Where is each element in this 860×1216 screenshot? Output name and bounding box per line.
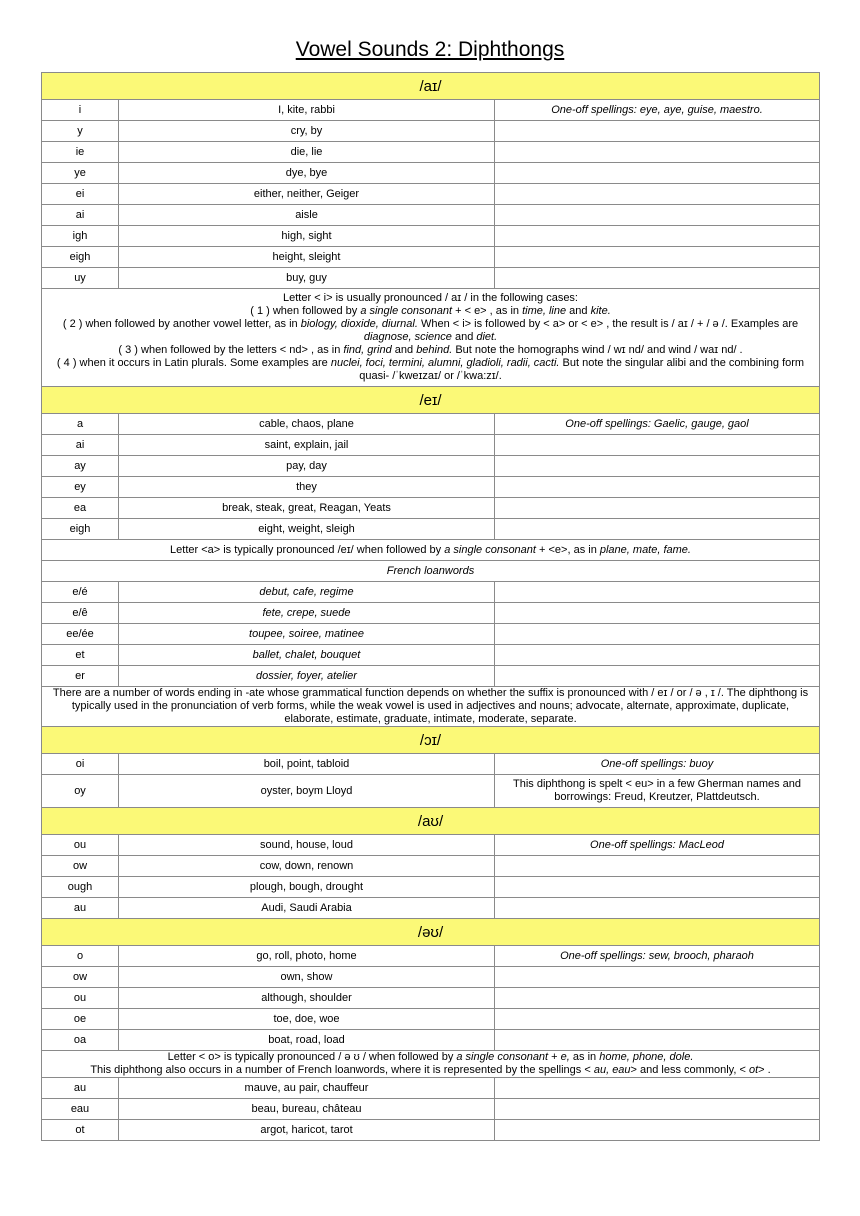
examples-cell: buy, guy — [119, 268, 495, 289]
table-row — [42, 877, 820, 898]
note-line: Letter < i> is usually pronounced / aɪ / in the following cases: — [283, 292, 578, 304]
section-header-oi — [42, 727, 820, 754]
note-cell — [495, 163, 820, 184]
examples-cell: I, kite, rabbi — [119, 100, 495, 121]
table-row — [42, 1120, 820, 1141]
table-row — [42, 666, 820, 687]
table-row — [42, 184, 820, 205]
examples-cell: they — [119, 477, 495, 498]
note-row-ou — [42, 1051, 820, 1078]
section-header: /əʊ/ — [42, 919, 820, 946]
table-row — [42, 519, 820, 540]
note-cell — [495, 645, 820, 666]
section-header: /ɔɪ/ — [42, 727, 820, 754]
section-header-ei — [42, 387, 820, 414]
examples-cell: cow, down, renown — [119, 856, 495, 877]
examples-cell: sound, house, loud — [119, 835, 495, 856]
table-row — [42, 856, 820, 877]
table-row — [42, 100, 820, 121]
spelling-cell: et — [42, 645, 119, 666]
table-row — [42, 1009, 820, 1030]
note-line: ( 2 ) when followed by another vowel letter, as in biology, dioxide, diurnal. When < i> is followed by < a> or < e> , the result is / aɪ / + / ə /. Examples are diagnose, science and diet. — [62, 318, 799, 343]
table-row — [42, 435, 820, 456]
note-cell — [495, 967, 820, 988]
spelling-cell: ye — [42, 163, 119, 184]
note-line: ( 4 ) when it occurs in Latin plurals. Some examples are nuclei, foci, termini, alumni, gladioli, radii, cacti. But note the singular alibi and the combining form quasi- /ˈkweɪzaɪ/ or /ˈkwa:zɪ/. — [56, 357, 805, 382]
examples-cell: debut, cafe, regime — [119, 582, 495, 603]
note-cell — [495, 519, 820, 540]
note-cell — [495, 1030, 820, 1051]
spelling-cell: igh — [42, 226, 119, 247]
note-cell — [495, 456, 820, 477]
examples-cell: plough, bough, drought — [119, 877, 495, 898]
table-row — [42, 498, 820, 519]
spelling-cell: ou — [42, 835, 119, 856]
note-line: Letter < o> is typically pronounced / ə ʊ / when followed by a single consonant + e, as in home, phone, dole. — [167, 1051, 694, 1063]
note-cell — [495, 205, 820, 226]
spelling-cell: oe — [42, 1009, 119, 1030]
note-cell — [495, 898, 820, 919]
spelling-cell: ow — [42, 856, 119, 877]
note-cell — [495, 666, 820, 687]
spelling-cell: uy — [42, 268, 119, 289]
examples-cell: toupee, soiree, matinee — [119, 624, 495, 645]
spelling-cell: e/é — [42, 582, 119, 603]
usage-note — [42, 289, 820, 387]
spelling-cell: ee/ée — [42, 624, 119, 645]
examples-cell: height, sleight — [119, 247, 495, 268]
note-cell: One-off spellings: Gaelic, gauge, gaol — [495, 414, 820, 435]
table-row — [42, 142, 820, 163]
table-row — [42, 1099, 820, 1120]
section-header-au — [42, 808, 820, 835]
examples-cell: although, shoulder — [119, 988, 495, 1009]
examples-cell: cry, by — [119, 121, 495, 142]
spelling-cell: ot — [42, 1120, 119, 1141]
spelling-cell: e/ê — [42, 603, 119, 624]
note-cell — [495, 247, 820, 268]
note-cell — [495, 142, 820, 163]
examples-cell: toe, doe, woe — [119, 1009, 495, 1030]
examples-cell: own, show — [119, 967, 495, 988]
examples-cell: die, lie — [119, 142, 495, 163]
table-row — [42, 603, 820, 624]
spelling-cell: eigh — [42, 519, 119, 540]
table-row — [42, 582, 820, 603]
table-row — [42, 988, 820, 1009]
spelling-cell: a — [42, 414, 119, 435]
note-line: ( 3 ) when followed by the letters < nd> , as in find, grind and behind. But note the homographs wind / wɪ nd/ and wind / waɪ nd/ . — [118, 344, 743, 356]
spelling-cell: er — [42, 666, 119, 687]
spelling-cell: oy — [42, 775, 119, 808]
table-row — [42, 456, 820, 477]
note-cell — [495, 226, 820, 247]
french-loanwords-label: French loanwords — [42, 561, 820, 582]
spelling-cell: oa — [42, 1030, 119, 1051]
table-row — [42, 414, 820, 435]
section-header: /eɪ/ — [42, 387, 820, 414]
note-cell: One-off spellings: buoy — [495, 754, 820, 775]
note-row-ei — [42, 687, 820, 727]
table-row — [42, 268, 820, 289]
spelling-cell: oi — [42, 754, 119, 775]
spelling-cell: ow — [42, 967, 119, 988]
examples-cell: eight, weight, sleigh — [119, 519, 495, 540]
spelling-cell: ough — [42, 877, 119, 898]
table-row — [42, 775, 820, 808]
note-cell — [495, 582, 820, 603]
table-row — [42, 226, 820, 247]
note-line: This diphthong also occurs in a number of French loanwords, where it is represented by the spellings < au, eau> and less commonly, < ot> . — [90, 1064, 771, 1076]
note-row-ai — [42, 289, 820, 387]
note-cell — [495, 624, 820, 645]
note-cell: One-off spellings: sew, brooch, pharaoh — [495, 946, 820, 967]
examples-cell: dye, bye — [119, 163, 495, 184]
section-header-ai — [42, 73, 820, 100]
table-row — [42, 477, 820, 498]
examples-cell: Audi, Saudi Arabia — [119, 898, 495, 919]
note-cell — [495, 603, 820, 624]
ate-note: There are a number of words ending in -ate whose grammatical function depends on whether the suffix is pronounced with / eɪ / or / ə , ɪ /. The diphthong is typically used in the pronunciation of verb forms, while the weak vowel is used in adjectives and nouns; advocate, alternate, approximate, duplicate, elaborate, estimate, graduate, intimate, moderate, separate. — [42, 687, 820, 727]
examples-cell: ballet, chalet, bouquet — [119, 645, 495, 666]
note-cell — [495, 498, 820, 519]
spelling-cell: eigh — [42, 247, 119, 268]
examples-cell: fete, crepe, suede — [119, 603, 495, 624]
page-title: Vowel Sounds 2: Diphthongs — [295, 38, 565, 61]
note-cell — [495, 1009, 820, 1030]
note-cell: One-off spellings: eye, aye, guise, maestro. — [495, 100, 820, 121]
spelling-cell: au — [42, 898, 119, 919]
section-header: /aʊ/ — [42, 808, 820, 835]
spelling-cell: o — [42, 946, 119, 967]
examples-cell: either, neither, Geiger — [119, 184, 495, 205]
table-row — [42, 1030, 820, 1051]
note-cell — [495, 877, 820, 898]
note-cell — [495, 1078, 820, 1099]
note-line: ( 1 ) when followed by a single consonant + < e> , as in time, line and kite. — [250, 305, 611, 317]
examples-cell: go, roll, photo, home — [119, 946, 495, 967]
examples-cell: dossier, foyer, atelier — [119, 666, 495, 687]
spelling-cell: ea — [42, 498, 119, 519]
rule-note: Letter <a> is typically pronounced /eɪ/ when followed by a single consonant + <e>, as in plane, mate, fame. — [42, 540, 820, 561]
section-header-ou — [42, 919, 820, 946]
spelling-cell: ey — [42, 477, 119, 498]
spelling-cell: eau — [42, 1099, 119, 1120]
table-row — [42, 835, 820, 856]
spelling-cell: ie — [42, 142, 119, 163]
note-cell — [495, 121, 820, 142]
note-cell — [495, 477, 820, 498]
examples-cell: boil, point, tabloid — [119, 754, 495, 775]
note-cell — [495, 988, 820, 1009]
examples-cell: beau, bureau, château — [119, 1099, 495, 1120]
note-cell: This diphthong is spelt < eu> in a few Gherman names and borrowings: Freud, Kreutzer, Plattdeutsch. — [495, 775, 820, 808]
examples-cell: cable, chaos, plane — [119, 414, 495, 435]
spelling-cell: ei — [42, 184, 119, 205]
spelling-cell: ai — [42, 205, 119, 226]
diphthong-table — [41, 72, 820, 1141]
table-row — [42, 163, 820, 184]
examples-cell: break, steak, great, Reagan, Yeats — [119, 498, 495, 519]
table-row — [42, 946, 820, 967]
table-row — [42, 754, 820, 775]
spelling-cell: ay — [42, 456, 119, 477]
examples-cell: pay, day — [119, 456, 495, 477]
note-cell — [495, 435, 820, 456]
examples-cell: high, sight — [119, 226, 495, 247]
table-row — [42, 1078, 820, 1099]
table-row — [42, 967, 820, 988]
spelling-cell: i — [42, 100, 119, 121]
table-row — [42, 247, 820, 268]
examples-cell: mauve, au pair, chauffeur — [119, 1078, 495, 1099]
rule-row-ei — [42, 540, 820, 561]
examples-cell: aisle — [119, 205, 495, 226]
spelling-cell: ou — [42, 988, 119, 1009]
usage-note — [42, 1051, 820, 1078]
note-cell — [495, 856, 820, 877]
note-cell — [495, 268, 820, 289]
note-cell: One-off spellings: MacLeod — [495, 835, 820, 856]
subheader-row — [42, 561, 820, 582]
spelling-cell: au — [42, 1078, 119, 1099]
spelling-cell: ai — [42, 435, 119, 456]
note-cell — [495, 1099, 820, 1120]
table-row — [42, 624, 820, 645]
section-header: /aɪ/ — [42, 73, 820, 100]
note-cell — [495, 184, 820, 205]
examples-cell: argot, haricot, tarot — [119, 1120, 495, 1141]
table-row — [42, 645, 820, 666]
examples-cell: saint, explain, jail — [119, 435, 495, 456]
table-row — [42, 205, 820, 226]
note-cell — [495, 1120, 820, 1141]
examples-cell: oyster, boym Lloyd — [119, 775, 495, 808]
spelling-cell: y — [42, 121, 119, 142]
table-row — [42, 121, 820, 142]
table-row — [42, 898, 820, 919]
examples-cell: boat, road, load — [119, 1030, 495, 1051]
